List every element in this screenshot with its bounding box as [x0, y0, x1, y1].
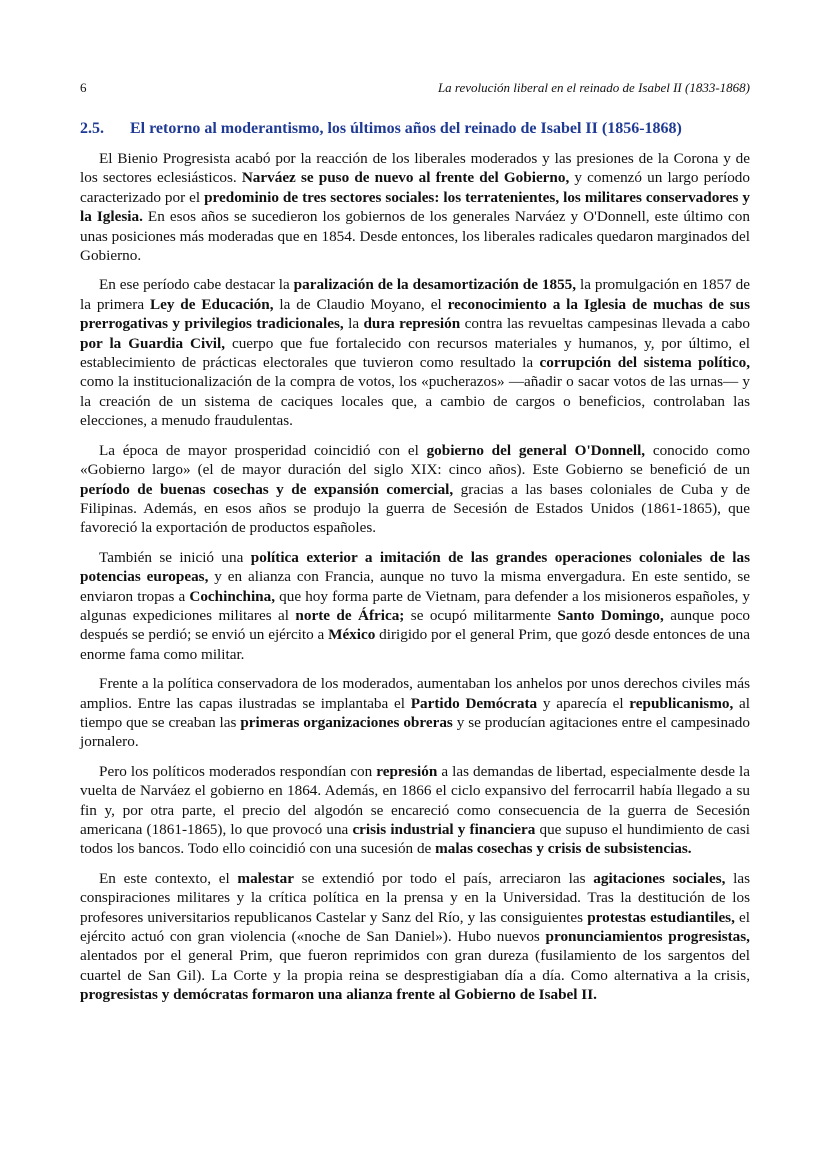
bold-text: período de buenas cosechas y de expansión comercial,	[80, 480, 454, 498]
text-run: En este contexto, el	[99, 869, 238, 887]
text-run: y comenzó un largo período caracterizado por el	[80, 169, 750, 206]
paragraph	[80, 548, 750, 664]
bold-text: progresistas y demócratas formaron una alianza frente al Gobierno de Isabel II.	[80, 986, 597, 1004]
bold-text: México	[328, 626, 376, 644]
text-run: y aparecía el	[537, 694, 630, 712]
bold-text: protestas estudiantiles,	[587, 908, 735, 926]
section-heading	[80, 120, 750, 138]
text-run: que hoy forma parte de Vietnam, para defender a los misioneros españoles, y algunas expediciones militares al	[80, 587, 750, 624]
body-text	[80, 149, 750, 1015]
paragraph	[80, 674, 750, 752]
text-run: la	[343, 315, 364, 333]
text-run: gracias a las bases coloniales de Cuba y de Filipinas. Además, en esos años se produjo la guerra de Secesión de Estados Unidos (1861-1865), que favoreció la exportación de productos españoles.	[80, 480, 750, 537]
bold-text: dura represión	[363, 315, 461, 333]
text-run: la de Claudio Moyano, el	[273, 295, 448, 313]
text-run: En ese período cabe destacar la	[99, 276, 294, 294]
bold-text: política exterior a imitación de las grandes operaciones coloniales de las potencias europeas,	[80, 548, 750, 586]
bold-text: primeras organizaciones obreras	[240, 713, 453, 731]
text-run: aunque poco después se perdió; se envió un ejército a	[80, 606, 750, 644]
text-run: contra las revueltas campesinas llevada a cabo	[460, 315, 750, 333]
paragraph	[80, 869, 750, 1005]
bold-text: malas cosechas y crisis de subsistencias.	[435, 840, 692, 858]
text-run: y en alianza con Francia, aunque no tuvo la misma envergadura. En este sentido, se enviaron tropas a	[80, 568, 750, 605]
bold-text: Narváez se puso de nuevo al frente del Gobierno,	[241, 169, 570, 187]
text-run: conocido como «Gobierno largo» (el de mayor duración del siglo XIX: cinco años). Este Gobierno se benefició de un	[80, 441, 750, 479]
bold-text: paralización de la desamortización de 1855,	[293, 276, 577, 294]
text-run: cuerpo que fue fortalecido con recursos materiales y humanos, y, por último, el establecimiento de prácticas electorales que tuvieron como resultado la	[80, 334, 750, 372]
bold-text: represión	[376, 762, 438, 780]
running-title: La revolución liberal en el reinado de Isabel II (1833-1868)	[437, 80, 750, 95]
text-run: dirigido por el general Prim, que gozó desde entonces de una enorme fama como militar.	[80, 626, 751, 663]
paragraph	[80, 149, 750, 265]
text-run: al tiempo que se creaban las	[80, 694, 750, 731]
bold-text: agitaciones sociales,	[593, 869, 726, 887]
bold-text: corrupción del sistema político,	[539, 354, 750, 372]
text-run: a las demandas de libertad, especialmente desde la vuelta de Narváez el gobierno en 1864. Además, en 1866 el ciclo expansivo del ferrocarril había llegado a su fin y, por otra parte, el precio del algodón se encareció como consecuencia de la guerra de Secesión americana (1861-1865), lo que provocó una	[80, 762, 750, 838]
bold-text: malestar	[237, 869, 294, 887]
text-run: se extendió por todo el país, arreciaron las	[293, 869, 594, 887]
bold-text: Santo Domingo,	[557, 606, 664, 624]
text-run: Pero los políticos moderados respondían con	[99, 762, 377, 780]
text-run: el ejército actuó con gran violencia («noche de San Daniel»). Hubo nuevos	[80, 908, 750, 946]
text-run: El Bienio Progresista acabó por la reacción de los liberales moderados y las presiones de la Corona y de los sectores eclesiásticos.	[80, 150, 750, 187]
bold-text: pronunciamientos progresistas,	[545, 928, 750, 946]
bold-text: crisis industrial y financiera	[352, 821, 536, 838]
paragraph	[80, 762, 750, 859]
text-run: como la institucionalización de la compra de votos, los «pucherazos» —añadir o sacar votos de las urnas— y la creación de un sistema de caciques locales que, a cambio de cargos o beneficios, controlaban las elecciones, a menudo fraudulentas.	[80, 373, 750, 430]
text-run: la promulgación en 1857 de la primera	[80, 276, 750, 313]
text-run: se ocupó militarmente	[404, 606, 558, 624]
bold-text: Cochinchina,	[189, 587, 276, 605]
bold-text: republicanismo,	[629, 694, 734, 712]
paragraph	[80, 275, 750, 430]
bold-text: gobierno del general O'Donnell,	[426, 441, 646, 459]
text-run: que supuso el hundimiento de casi todos los bancos. Todo ello coincidió con una sucesión de	[80, 821, 751, 858]
bold-text: norte de África;	[295, 606, 405, 624]
paragraph	[80, 441, 750, 538]
bold-text: Partido Demócrata	[410, 694, 538, 712]
bold-text: predominio de tres sectores sociales: los terratenientes, los militares conservadores y la Iglesia.	[80, 188, 750, 226]
bold-text: Ley de Educación,	[149, 295, 274, 313]
text-run: alentados por el general Prim, que fueron reprimidos con gran dureza (fusilamiento de los sargentos del cuartel de San Gil). La Corte y la propia reina se desprestigiaban día a día. Como alternativa a la crisis,	[80, 947, 750, 984]
text-run: las conspiraciones militares y la crítica política en la prensa y en la Universidad. Tras la destitución de los profesores universitarios republicanos Castelar y Sanz del Río, y las consiguientes	[80, 869, 750, 926]
section-number: 2.5.	[80, 120, 104, 137]
bold-text: por la Guardia Civil,	[80, 334, 226, 352]
page-number: 6	[80, 80, 87, 95]
text-run: La época de mayor prosperidad coincidió con el	[99, 441, 427, 459]
section-title: El retorno al moderantismo, los últimos años del reinado de Isabel II (1856-1868)	[130, 120, 682, 137]
text-run: Frente a la política conservadora de los moderados, aumentaban los anhelos por unos derechos civiles más amplios. Entre las capas ilustradas se implantaba el	[80, 675, 750, 712]
text-run: En esos años se sucedieron los gobiernos de los generales Narváez y O'Donnell, este último con unas posiciones más moderadas que en 1854. Desde entonces, los liberales radicales quedaron marginados del Gobierno.	[80, 208, 750, 265]
text-run: y se producían agitaciones entre el campesinado jornalero.	[80, 713, 750, 751]
text-run: También se inició una	[99, 548, 251, 566]
bold-text: reconocimiento a la Iglesia de muchas de sus prerrogativas y privilegios tradicionales,	[80, 295, 751, 333]
